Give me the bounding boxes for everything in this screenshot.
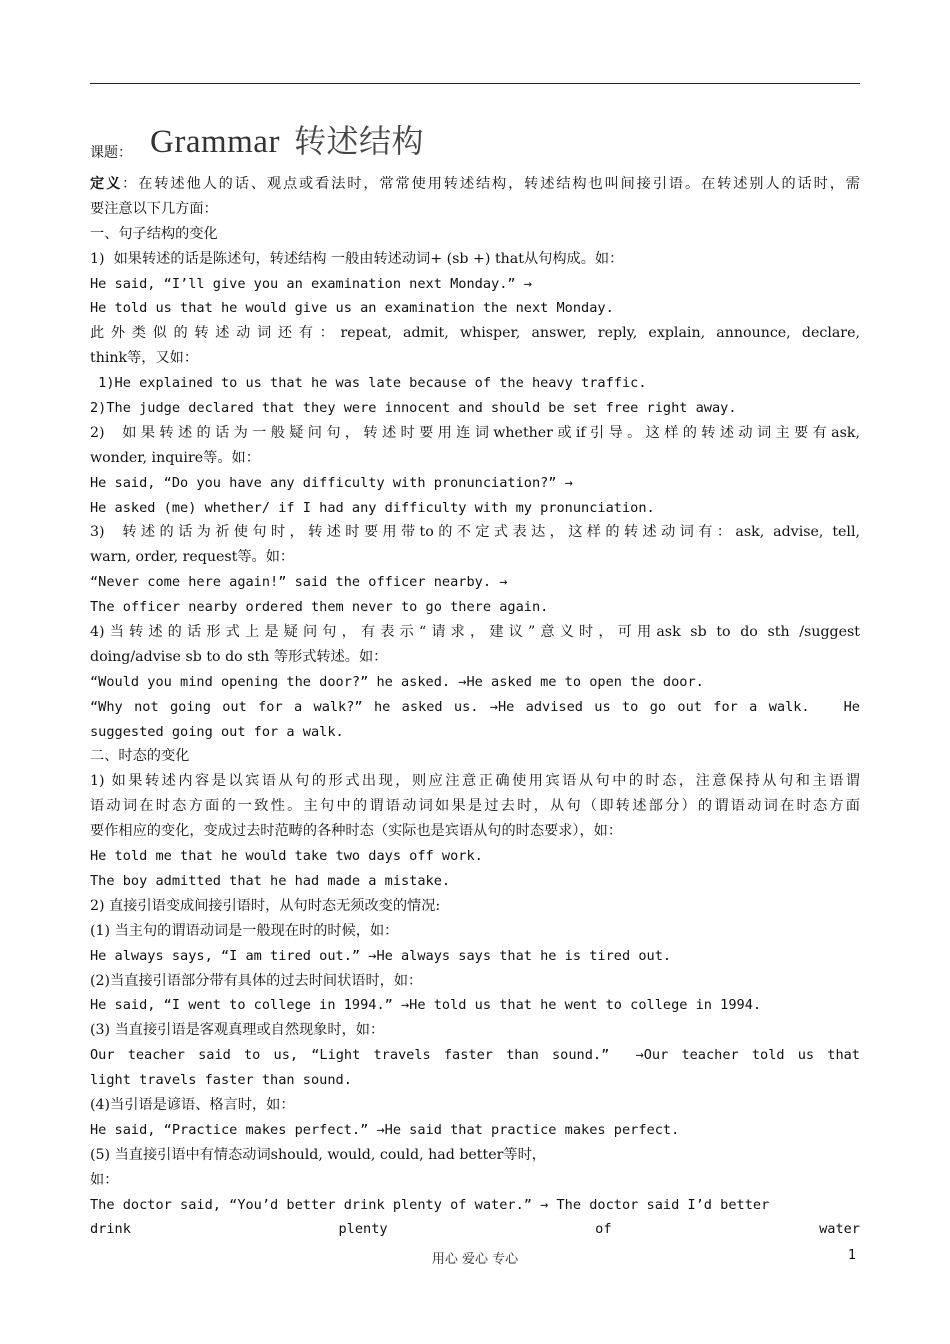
content-line: (3) 当直接引语是客观真理或自然现象时，如： [90,1022,385,1039]
content-line: 1) 如果转述的话是陈述句，转述结构 一般由转述动词+ (sb +) that从句构成。如： [90,250,624,267]
content-line: doing/advise sb to do sth 等形式转述。如： [90,648,388,665]
content-line: He said, “Practice makes perfect.” →He said that practice makes perfect. [90,1121,680,1138]
header-rule [90,83,860,84]
content-line: 4)当转述的话形式上是疑问句，有表示“请求，建议”意义时，可用ask sb to do sth /suggest [90,624,860,641]
content-line: 2)The judge declared that they were innocent and should be set free right away. [90,400,737,417]
content-line: 语动词在时态方面的一致性。主句中的谓语动词如果是过去时，从句（即转述部分）的谓语动词在时态方面 [90,798,860,815]
content-line: suggested going out for a walk. [90,723,344,740]
content-line: 此外类似的转述动词还有：repeat, admit, whisper, answer, reply, explain, announce, declare, [90,325,860,342]
content-line: He said, “I went to college in 1994.” →He told us that he went to college in 1994. [90,997,762,1014]
footer-motto: 用心 爱心 专心 [431,1252,519,1267]
content-line: 1) 如果转述内容是以宾语从句的形式出现，则应注意正确使用宾语从句中的时态，注意保持从句和主语谓 [90,773,860,790]
content-line: (2)当直接引语部分带有具体的过去时间状语时，如： [90,972,423,989]
page-number: 1 [848,1248,857,1263]
definition-label: 定义 [90,176,123,192]
content-line: The officer nearby ordered them never to go there again. [90,599,549,616]
title-label: 课题： [90,145,132,161]
content-line: “Why not going out for a walk?” he asked us. →He advised us to go out for a walk. He [90,698,860,715]
content-line: warn, order, request等。如： [90,549,295,566]
definition-line-2: 要注意以下几方面： [90,200,218,217]
content-line: He told us that he would give us an examination the next Monday. [90,300,614,317]
content-line: 如： [90,1171,119,1188]
content-line: 2) 如果转述的话为一般疑问句，转述时要用连词whether或if引导。这样的转述动词主要有ask, [90,424,860,441]
title-row [90,112,860,162]
content-line: He said, “Do you have any difficulty with pronunciation?” → [90,474,573,491]
content-line: think等，又如： [90,350,199,367]
content-line: 要作相应的变化，变成过去时范畴的各种时态（实际也是宾语从句的时态要求），如： [90,823,623,840]
title-en: Grammar [150,124,280,160]
content-line: (4)当引语是谚语、格言时，如： [90,1096,295,1113]
content-line: He told me that he would take two days off work. [90,848,483,865]
content-line: He said, “I’ll give you an examination next Monday.” → [90,275,532,292]
content-line: The boy admitted that he had made a mistake. [90,872,451,889]
content-line: light travels faster than sound. [90,1072,352,1089]
definition-line-1 [90,172,860,197]
content-line: 3) 转述的话为祈使句时，转述时要用带to的不定式表达，这样的转述动词有：ask, advise, tell, [90,524,860,541]
content-line: (1) 当主句的谓语动词是一般现在时的时候，如： [90,922,399,939]
content-line: drink plenty of water [90,1221,860,1238]
content-line: He always says, “I am tired out.” →He always says that he is tired out. [90,947,672,964]
content-line: 2) 直接引语变成间接引语时，从句时态无须改变的情况: [90,897,441,914]
document-body [90,172,860,1242]
content-lines [90,222,860,1243]
definition-text-1: ：在转述他人的话、观点或看法时，常常使用转述结构，转述结构也叫间接引语。在转述别人的话时，需 [122,176,860,192]
content-line: 1)He explained to us that he was late because of the heavy traffic. [90,375,647,392]
content-line: He asked (me) whether/ if I had any difficulty with my pronunciation. [90,499,655,516]
content-line: wonder, inquire等。如： [90,449,260,466]
title-zh: 转述结构 [293,122,424,160]
content-line: “Never come here again!” said the officer nearby. → [90,574,508,591]
content-line: The doctor said, “You’d better drink plenty of water.” → The doctor said I’d better [90,1196,770,1213]
content-line: 一、句子结构的变化 [90,225,218,242]
page-title [150,116,424,162]
content-line: “Would you mind opening the door?” he asked. →He asked me to open the door. [90,673,704,690]
content-line: 二、时态的变化 [90,748,190,765]
content-line: (5) 当直接引语中有情态动词should, would, could, had better等时， [90,1146,546,1163]
content-line: Our teacher said to us, “Light travels faster than sound.” →Our teacher told us that [90,1047,860,1064]
